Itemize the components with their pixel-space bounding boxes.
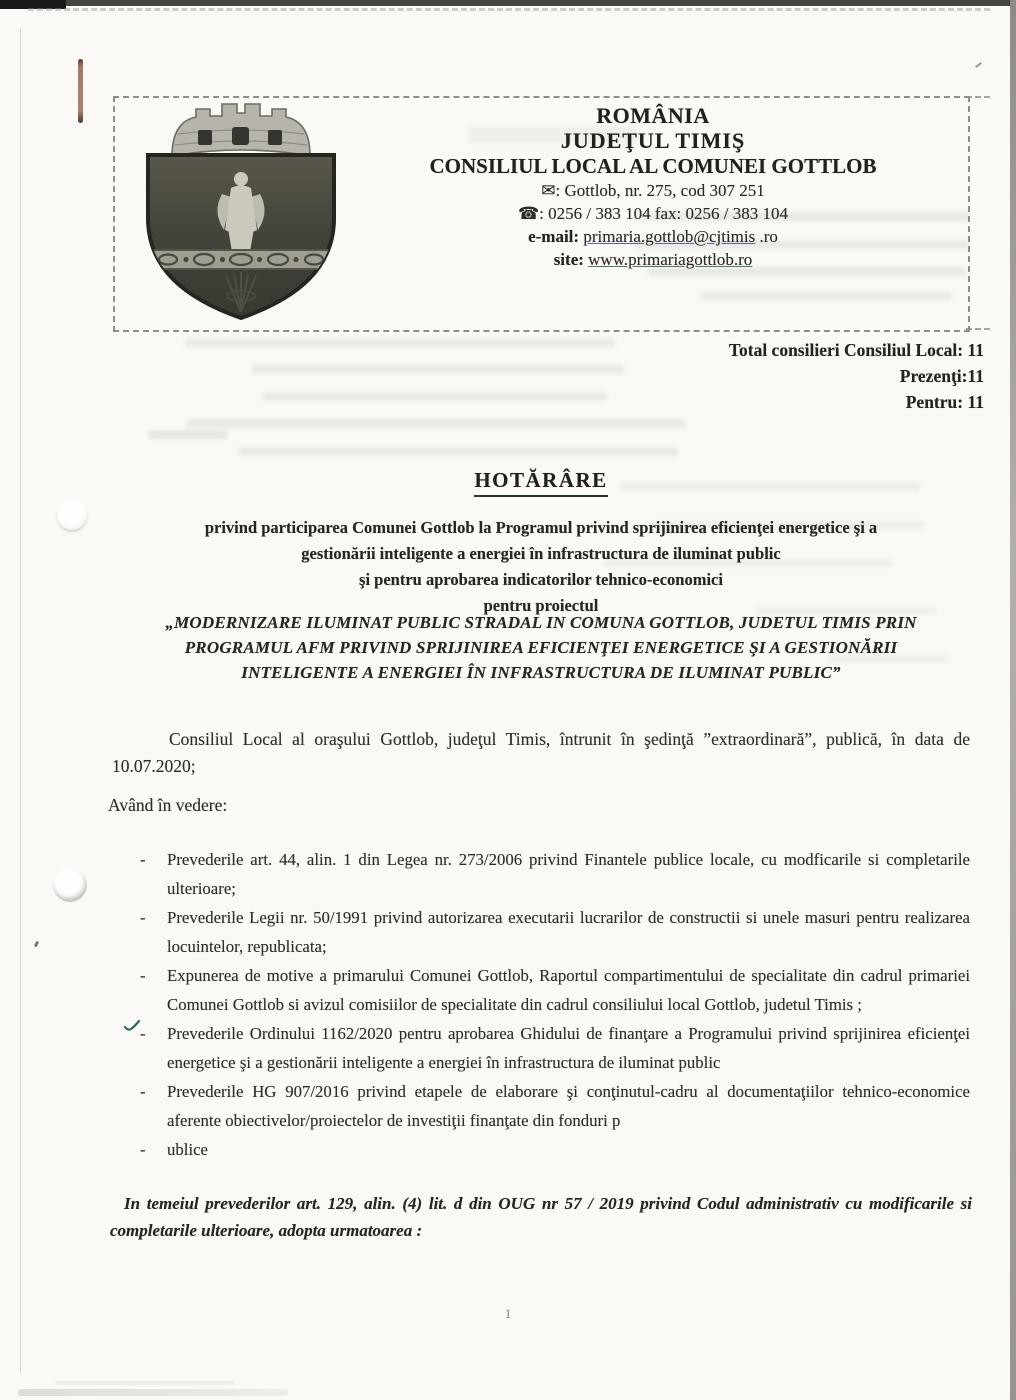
pen-stroke-mark [78, 59, 83, 123]
having-regard-label: Având în vedere: [108, 795, 228, 815]
bleed-through-artifact [252, 365, 624, 374]
decision-title: HOTĂRÂRE [474, 468, 607, 497]
crown-window [232, 127, 249, 145]
crown-window [268, 130, 282, 145]
email-label: e-mail: [528, 227, 580, 246]
considerations-list [138, 845, 970, 1164]
list-item: - Prevederile Ordinului 1162/2020 pentru aprobarea Ghidului de finanţare a Programului privind sprijinirea eficienţei energetice şi a gestionării inteligente a energiei în infrastructura de iluminat public [138, 1019, 970, 1077]
decision-title-wrap [112, 468, 970, 497]
bleed-through-artifact [148, 430, 228, 439]
envelope-icon: ✉ [541, 181, 556, 200]
present-count: Prezenţi:11 [899, 366, 984, 386]
email-line: e-mail: primaria.gottlob@cjtimis .ro [528, 227, 778, 246]
country-name: ROMÂNIA [596, 103, 710, 128]
ink-speck [975, 62, 982, 68]
council-counters [729, 337, 984, 415]
scan-left-paper-edge [20, 28, 21, 1373]
bullet-dash: - [140, 850, 146, 869]
hole-punch-bottom [53, 868, 87, 902]
decision-subtitle: privind participarea Comunei Gottlob la Programul privind sprijinirea eficienţei energetice şi a gestionării inteligente a energiei în infrastructura de iluminat public şi pentru aprobarea indicatorilor tehnico-economici pentru proiectul [204, 518, 878, 615]
letterhead-dash-overshoot [966, 328, 990, 330]
scan-bottom-smudge [55, 1381, 235, 1385]
site-link: www.primariagottlob.ro [588, 250, 753, 269]
bullet-dash: - [140, 1024, 146, 1043]
phone-line: ☎: 0256 / 383 104 fax: 0256 / 383 104 [517, 204, 789, 223]
council-name: CONSILIUL LOCAL AL COMUNEI GOTTLOB [429, 154, 877, 178]
scan-right-edge [1010, 0, 1016, 1400]
bleed-through-artifact [238, 447, 678, 456]
list-item: - Prevederile Legii nr. 50/1991 privind autorizarea executarii lucrarilor de constructii si unele masuri pentru realizarea locuintelor, republicata; [138, 903, 970, 961]
bleed-through-artifact [186, 419, 686, 428]
bullet-dash: - [140, 908, 146, 927]
scan-bottom-smudge [18, 1389, 288, 1396]
address-line: ✉: Gottlob, nr. 275, cod 307 251 [541, 181, 765, 200]
email-link: primaria.gottlob@cjtimis [583, 227, 756, 246]
votes-for-count: Pentru: 11 [905, 392, 984, 412]
coat-of-arms [138, 100, 344, 322]
list-item: - Prevederile HG 907/2016 privind etapele de elaborare şi conţinutul-cadru al documentaţiilor tehnico-economice aferente obiectivelor/proiectelor de investiţii finanţate din fonduri p [138, 1077, 970, 1135]
list-item: - Prevederile art. 44, alin. 1 din Legea nr. 273/2006 privind Finantele publice locale, cu modficarile si completarile ulterioare; [138, 845, 970, 903]
scan-top-edge [0, 0, 1016, 6]
list-item: - Expunerea de motive a primarului Comunei Gottlob, Raportul compartimentului de specialitate din cadrul primariei Comunei Gottlob si avizul comisiilor de specialitate din cadrul consiliului local Gottlob, judetul Timis ; [138, 961, 970, 1019]
bullet-dash: - [140, 1082, 146, 1101]
letterhead-dash-overshoot [966, 96, 990, 98]
county-name: JUDEŢUL TIMIŞ [560, 128, 746, 153]
letterhead-text [340, 103, 966, 271]
intro-paragraph: Consiliul Local al oraşului Gottlob, judeţul Timis, întrunit în şedinţă ”extraordinară”, publică, în data de 10.07.2020; [112, 729, 970, 776]
bleed-through-artifact [262, 392, 607, 401]
site-label: site: [553, 250, 584, 269]
pen-tick-mark [123, 1019, 141, 1033]
legal-basis-paragraph: In temeiul prevederilor art. 129, alin. (4) lit. d din OUG nr 57 / 2019 privind Codul administrativ cu modificarile si completarile ulterioare, adopta urmatoarea : [110, 1194, 972, 1240]
scan-top-dashed-line [28, 8, 990, 11]
ink-speck [34, 941, 39, 948]
total-councillors: Total consilieri Consiliul Local: 11 [728, 340, 984, 360]
hole-punch-top [57, 500, 87, 530]
site-line [340, 248, 966, 271]
bleed-through-artifact [185, 338, 615, 347]
bullet-dash: - [140, 1140, 146, 1159]
phone-icon: ☎ [517, 204, 540, 223]
page-number: 1 [504, 1306, 512, 1321]
crown-window [198, 130, 212, 145]
bullet-dash: - [140, 966, 146, 985]
ornament-band [146, 250, 336, 269]
list-item: - ublice [138, 1135, 970, 1164]
project-title: „MODERNIZARE ILUMINAT PUBLIC STRADAL IN COMUNA GOTTLOB, JUDETUL TIMIS PRIN PROGRAMUL AFM PRIVIND SPRIJINIREA EFICIENŢEI ENERGETICE ŞI A GESTIONĂRII INTELIGENTE A ENERGIEI ÎN INFRASTRUCTURA DE ILUMINAT PUBLIC” [165, 613, 917, 682]
